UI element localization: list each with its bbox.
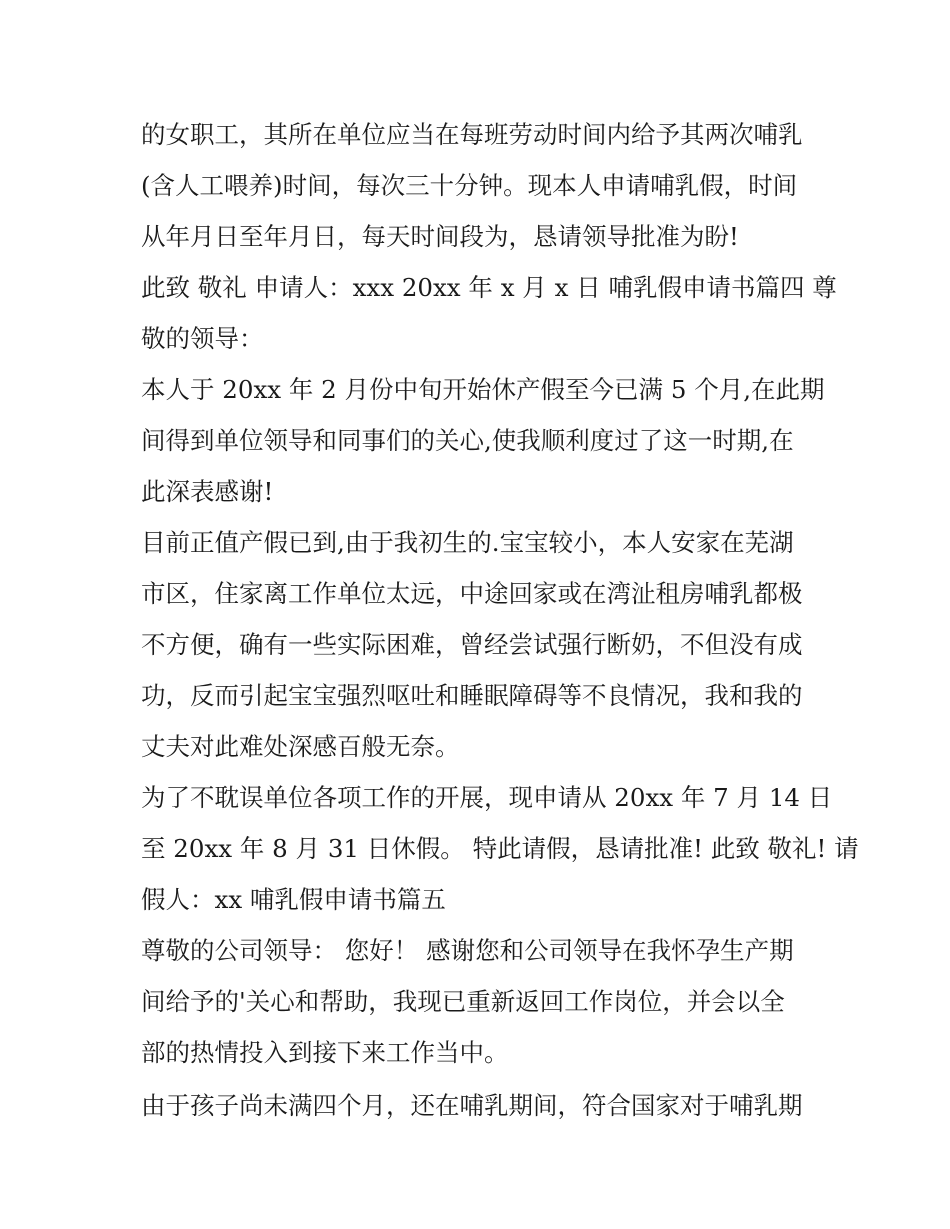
text-line: 不方便，确有一些实际困难，曾经尝试强行断奶，不但没有成	[141, 630, 803, 659]
text-line: 间给予的'关心和帮助，我现已重新返回工作岗位，并会以全	[141, 987, 785, 1016]
text-line: 尊敬的公司领导： 您好！ 感谢您和公司领导在我怀孕生产期	[141, 936, 794, 965]
text-line: 由于孩子尚未满四个月，还在哺乳期间，符合国家对于哺乳期	[141, 1091, 803, 1120]
text-line: 敬的领导：	[141, 324, 264, 353]
text-line: 部的热情投入到接下来工作当中。	[141, 1038, 509, 1067]
text-line: 至 20xx 年 8 月 31 日休假。 特此请假，恳请批准! 此致 敬礼! 请	[141, 834, 859, 863]
text-line: 假人：xx 哺乳假申请书篇五	[141, 885, 446, 914]
text-line: 此深表感谢!	[141, 477, 274, 506]
text-line: 目前正值产假已到,由于我初生的.宝宝较小，本人安家在芜湖	[141, 528, 794, 557]
text-line: 间得到单位领导和同事们的关心,使我顺利度过了这一时期,在	[141, 426, 794, 455]
text-line: 从年月日至年月日，每天时间段为，恳请领导批准为盼!	[141, 222, 739, 251]
text-line: 为了不耽误单位各项工作的开展，现申请从 20xx 年 7 月 14 日	[141, 783, 833, 812]
text-line: 此致 敬礼 申请人：xxx 20xx 年 x 月 x 日 哺乳假申请书篇四 尊	[141, 273, 837, 302]
text-line: 市区，住家离工作单位太远，中途回家或在湾沚租房哺乳都极	[141, 579, 803, 608]
text-line: 功，反而引起宝宝强烈呕吐和睡眠障碍等不良情况，我和我的	[141, 681, 803, 710]
document-body	[141, 109, 859, 1131]
text-line: 本人于 20xx 年 2 月份中旬开始休产假至今已满 5 个月,在此期	[141, 375, 825, 404]
text-line: 丈夫对此难处深感百般无奈。	[141, 732, 460, 761]
text-line: 的女职工，其所在单位应当在每班劳动时间内给予其两次哺乳	[141, 120, 803, 149]
text-line: (含人工喂养)时间，每次三十分钟。现本人申请哺乳假，时间	[141, 171, 798, 200]
